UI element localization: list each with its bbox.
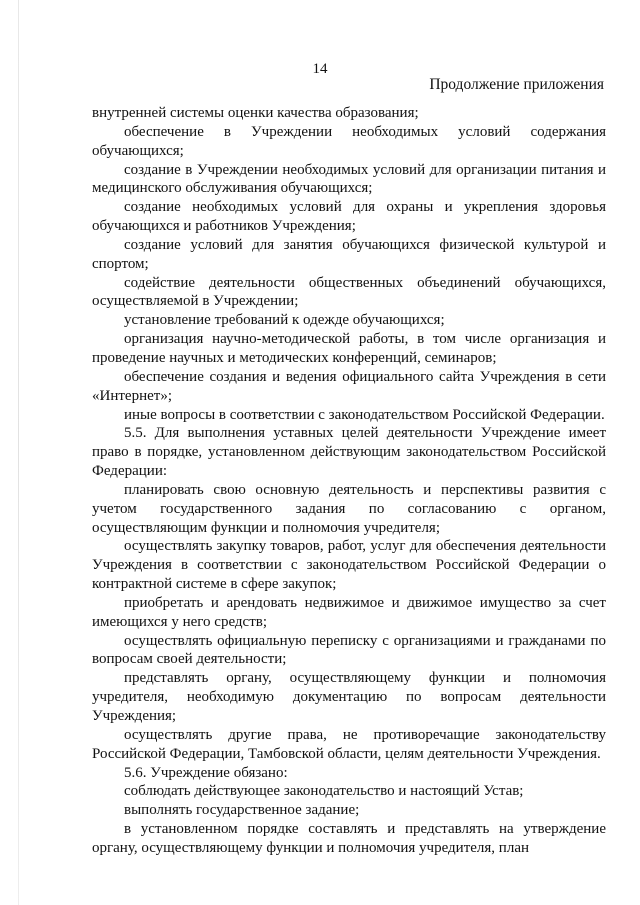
paragraph: осуществлять закупку товаров, работ, услуг для обеспечения деятельности Учреждения в соответствии с законодательством Российской Федерации о контрактной системе в сфере закупок;	[92, 538, 606, 593]
paragraph: внутренней системы оценки качества образования;	[92, 105, 419, 121]
paragraph: обеспечение в Учреждении необходимых условий содержания обучающихся;	[92, 123, 606, 159]
continuation-label: Продолжение приложения	[429, 76, 604, 93]
paragraph: установление требований к одежде обучающихся;	[124, 312, 445, 329]
paragraph: содействие деятельности общественных объединений обучающихся, осуществляемой в Учреждении;	[92, 274, 606, 310]
document-body	[92, 104, 606, 858]
paragraph: организация научно-методической работы, в том числе организация и проведение научных и методических конференций, семинаров;	[92, 331, 606, 366]
paragraph: создание необходимых условий для охраны и укрепления здоровья обучающихся и работников Учреждения;	[92, 199, 606, 235]
paragraph: создание условий для занятия обучающихся физической культурой и спортом;	[92, 236, 606, 272]
paragraph: осуществлять другие права, не противоречащие законодательству Российской Федерации, Тамбовской области, целям деятельности Учреждения.	[92, 726, 606, 762]
paragraph: в установленном порядке составлять и представлять на утверждение органу, осуществляющему функции и полномочия учредителя, план	[92, 821, 606, 856]
paragraph: представлять органу, осуществляющему функции и полномочия учредителя, необходимую документацию по вопросам деятельности Учреждения;	[92, 670, 606, 724]
paragraph: соблюдать действующее законодательство и настоящий Устав;	[124, 783, 524, 800]
paragraph: выполнять государственное задание;	[124, 802, 360, 819]
paragraph: приобретать и арендовать недвижимое и движимое имущество за счет имеющихся у него средств;	[92, 594, 606, 630]
paragraph: осуществлять официальную переписку с организациями и гражданами по вопросам своей деятельности;	[92, 632, 606, 668]
paragraph: иные вопросы в соответствии с законодательством Российской Федерации.	[124, 406, 605, 423]
page-number: 14	[312, 61, 328, 77]
paragraph: обеспечение создания и ведения официального сайта Учреждения в сети «Интернет»;	[92, 368, 606, 404]
paragraph: планировать свою основную деятельность и перспективы развития с учетом государственного задания по согласованию с органом, осуществляющим функции и полномочия учредителя;	[92, 481, 606, 536]
paragraph: создание в Учреждении необходимых условий для организации питания и медицинского обслуживания обучающихся;	[92, 161, 606, 197]
section-paragraph-5-5: 5.5. Для выполнения уставных целей деятельности Учреждение имеет право в порядке, установленном действующим законодательством Российской Федерации:	[92, 425, 606, 480]
section-paragraph-5-6: 5.6. Учреждение обязано:	[124, 764, 288, 781]
scan-edge-line	[18, 0, 19, 905]
